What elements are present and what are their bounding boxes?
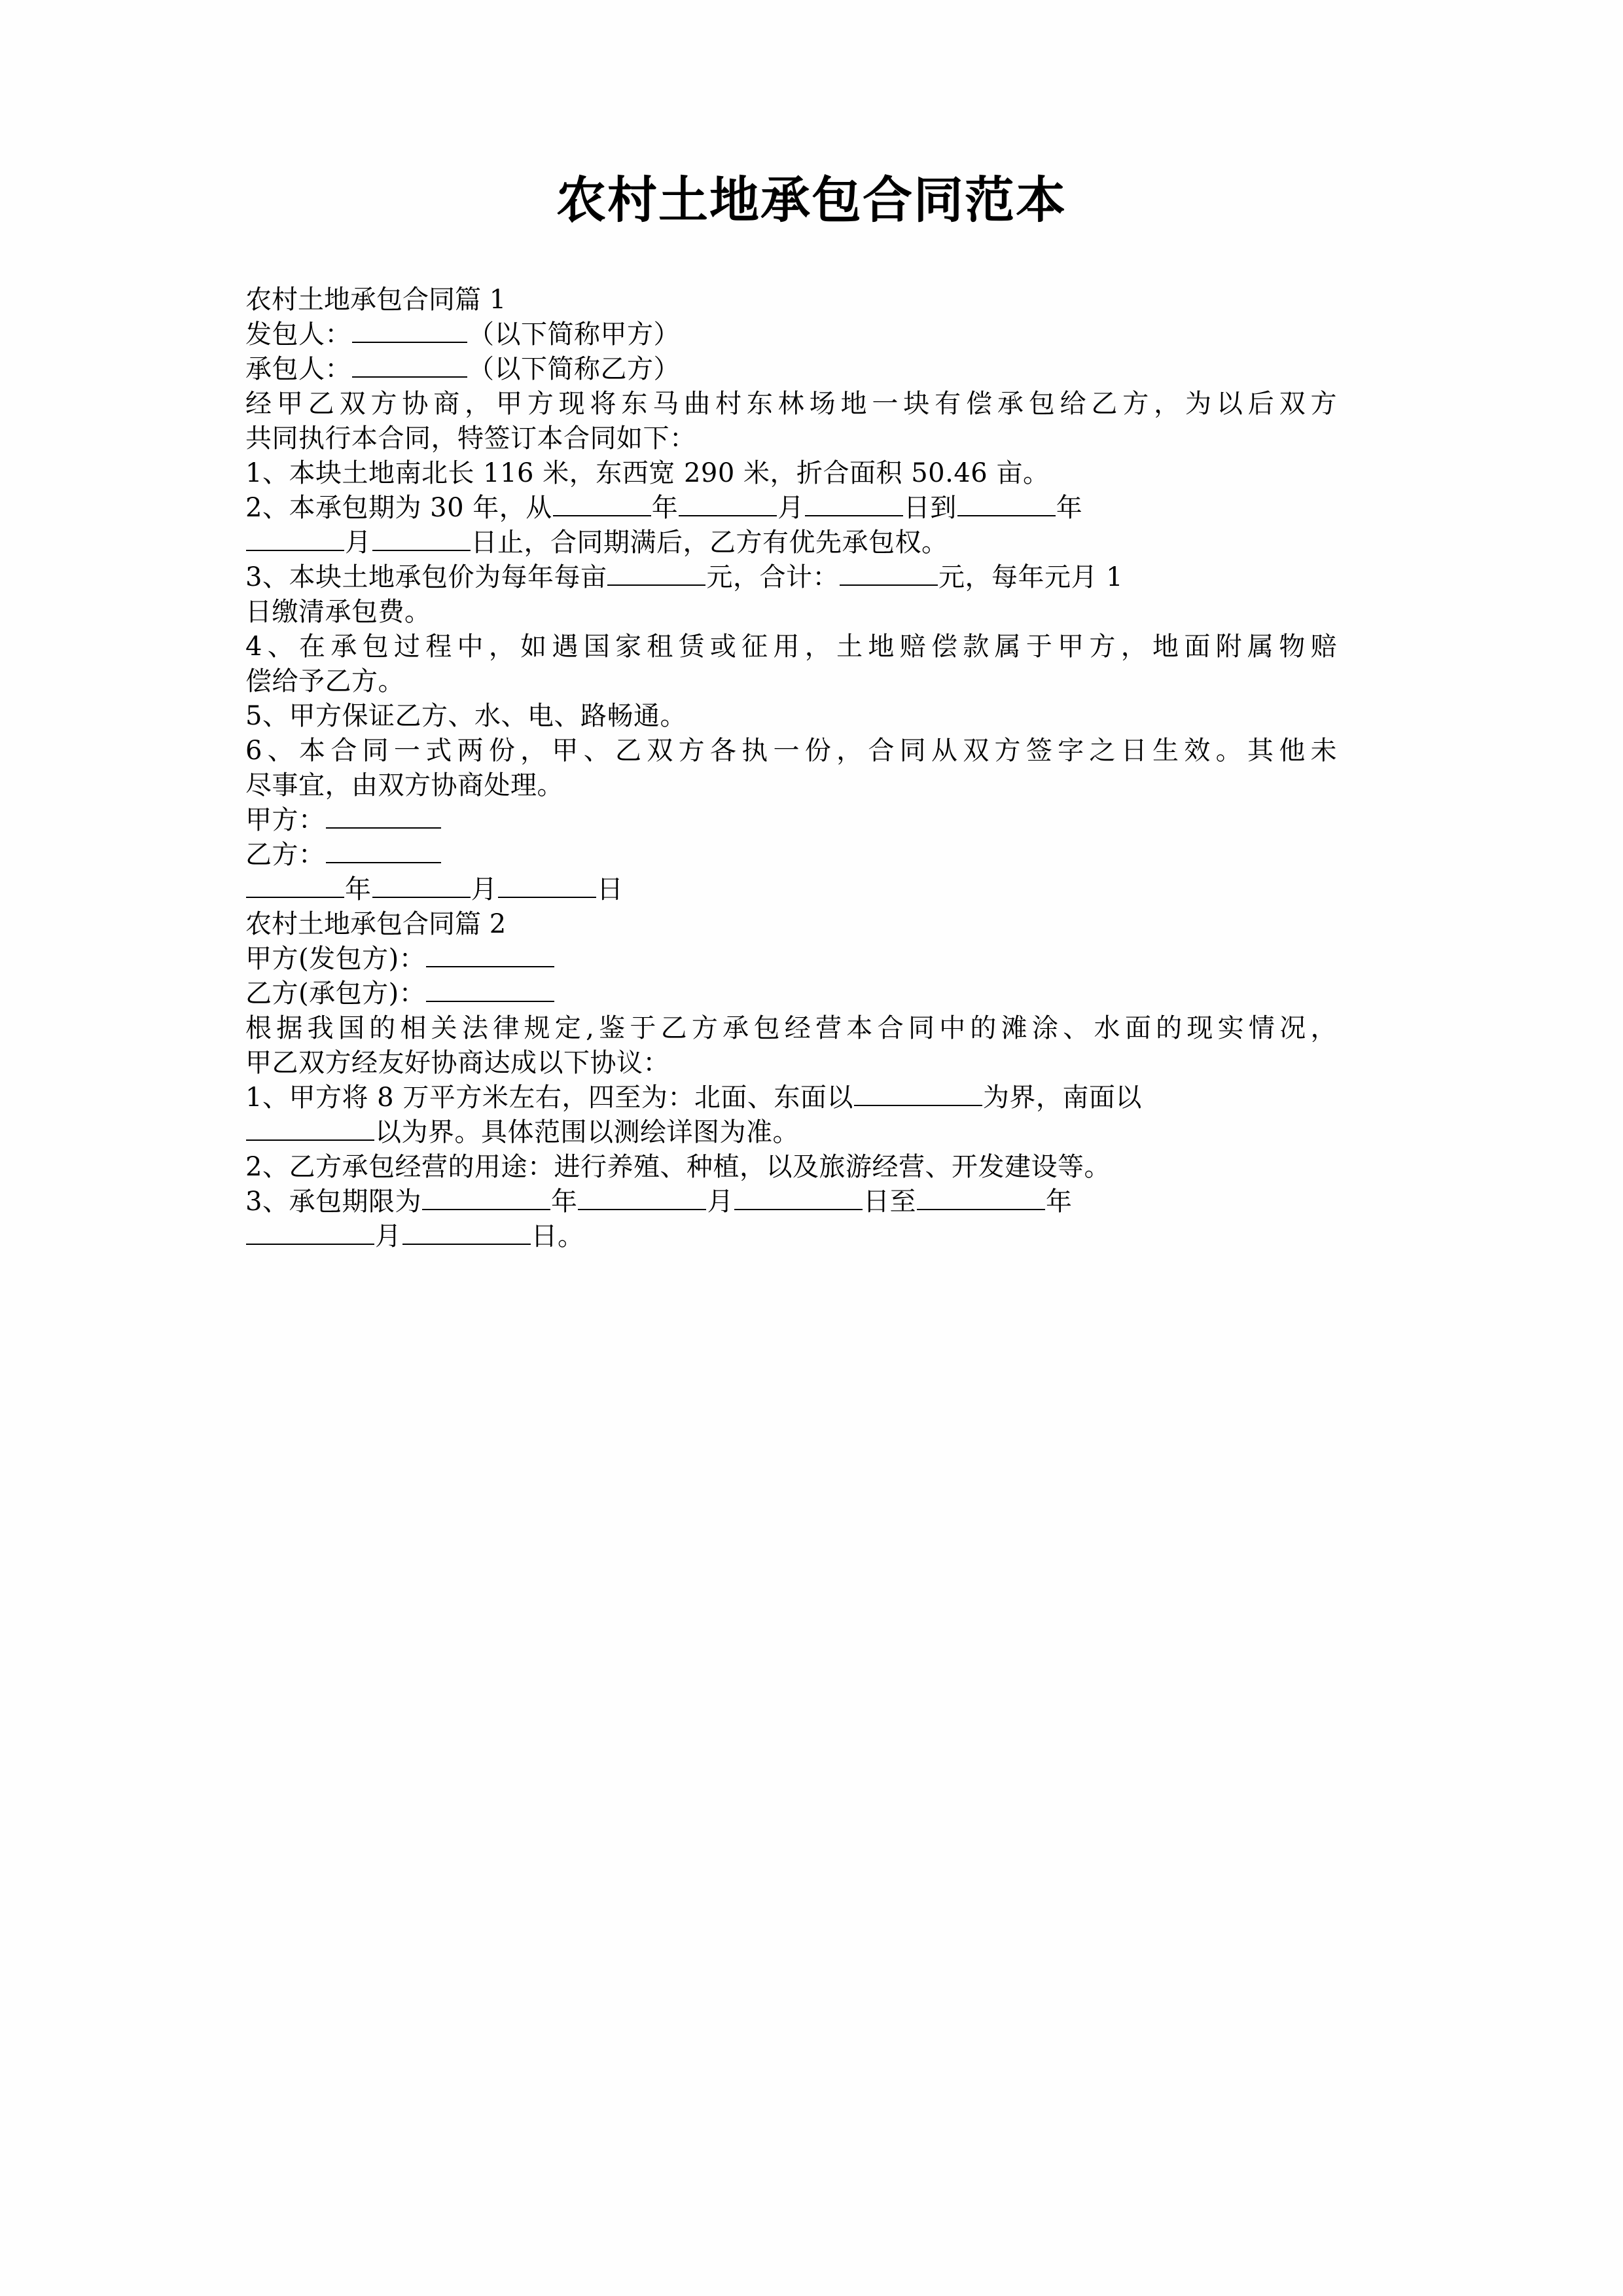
contract1-heading: 农村土地承包合同篇 1 xyxy=(245,285,507,315)
c2-item3-end-day-blank[interactable] xyxy=(402,1221,531,1245)
contract2-item-1-line1 xyxy=(245,1081,1337,1115)
item2-end-month-blank[interactable] xyxy=(246,528,344,551)
contract1-signature-b xyxy=(245,838,1337,872)
item2-text-d: 日到 xyxy=(903,493,957,523)
c2-item1-text-c: 以为界。具体范围以测绘详图为准。 xyxy=(375,1117,799,1147)
item3-text-c: 元，每年元月 1 xyxy=(938,562,1124,592)
contract2-item-1-line2 xyxy=(245,1115,1337,1150)
item2-text-e: 年 xyxy=(1056,493,1083,523)
contract1-party-b-line xyxy=(245,352,1337,387)
contract1-item-5: 5、甲方保证乙方、水、电、路畅通。 xyxy=(245,701,687,731)
contract2-party-a-label: 甲方(发包方)： xyxy=(245,944,426,974)
page-title: 农村土地承包合同范本 xyxy=(556,171,1067,229)
signature-a-label: 甲方： xyxy=(245,805,325,835)
contract2-party-a-blank[interactable] xyxy=(426,944,554,967)
party-b-label: 承包人： xyxy=(245,354,351,384)
c2-item3-end-year-blank[interactable] xyxy=(917,1187,1045,1210)
item2-text-f: 月 xyxy=(345,528,372,558)
contract2-party-b-label: 乙方(承包方)： xyxy=(245,978,426,1009)
contract2-item-2: 2、乙方承包经营的用途：进行养殖、种植，以及旅游经营、开发建设等。 xyxy=(245,1152,1111,1182)
contract1-item-3-line1 xyxy=(245,560,1337,595)
contract2-party-b-line xyxy=(245,977,1337,1011)
c2-item3-text-c: 月 xyxy=(707,1187,734,1217)
date-year-label: 年 xyxy=(345,874,372,905)
c2-item3-text-d: 日至 xyxy=(863,1187,916,1217)
c2-item3-start-day-blank[interactable] xyxy=(734,1187,863,1210)
date-month-blank[interactable] xyxy=(372,874,471,898)
contract1-item-6-line2: 尽事宜，由双方协商处理。 xyxy=(245,770,563,800)
c2-item1-south-boundary-blank[interactable] xyxy=(246,1117,374,1141)
contract2-heading: 农村土地承包合同篇 2 xyxy=(245,909,507,939)
c2-item1-text-a: 1、甲方将 8 万平方米左右，四至为：北面、东面以 xyxy=(245,1083,853,1113)
item2-start-year-blank[interactable] xyxy=(553,493,651,516)
c2-item3-end-month-blank[interactable] xyxy=(246,1221,374,1245)
party-b-blank[interactable] xyxy=(352,354,467,378)
c2-item3-text-b: 年 xyxy=(550,1187,578,1217)
item2-start-month-blank[interactable] xyxy=(679,493,777,516)
c2-item3-start-month-blank[interactable] xyxy=(578,1187,706,1210)
contract2-item-3-line2 xyxy=(245,1219,1337,1254)
c2-item3-start-year-blank[interactable] xyxy=(422,1187,550,1210)
contract1-party-a-line xyxy=(245,317,1337,352)
signature-b-label: 乙方： xyxy=(245,840,325,870)
item2-text-g: 日止，合同期满后，乙方有优先承包权。 xyxy=(471,528,948,558)
item2-text-c: 月 xyxy=(777,493,804,523)
party-a-label: 发包人： xyxy=(245,319,351,350)
party-b-suffix: （以下简称乙方） xyxy=(468,354,680,384)
contract1-preamble-line2: 共同执行本合同，特签订本合同如下： xyxy=(245,423,696,454)
contract1-signature-a xyxy=(245,803,1337,838)
date-month-label: 月 xyxy=(471,874,497,905)
date-day-blank[interactable] xyxy=(498,874,596,898)
date-year-blank[interactable] xyxy=(246,874,344,898)
item3-text-a: 3、本块土地承包价为每年每亩 xyxy=(245,562,607,592)
contract1-date-line xyxy=(245,872,1337,907)
contract1-item-2-line1 xyxy=(245,491,1337,526)
c2-item1-north-east-boundary-blank[interactable] xyxy=(854,1083,982,1106)
item3-total-blank[interactable] xyxy=(840,562,938,586)
contract1-item-6-line1: 6、本合同一式两份，甲、乙双方各执一份，合同从双方签字之日生效。其他未 xyxy=(245,736,1337,766)
c2-item3-text-a: 3、承包期限为 xyxy=(245,1187,421,1217)
contract1-preamble-line1: 经甲乙双方协商，甲方现将东马曲村东林场地一块有偿承包给乙方，为以后双方 xyxy=(245,389,1337,419)
contract2-preamble-line2: 甲乙双方经友好协商达成以下协议： xyxy=(245,1048,669,1078)
c2-item3-text-g: 日。 xyxy=(531,1221,584,1251)
c2-item3-text-e: 年 xyxy=(1045,1187,1073,1217)
c2-item1-text-b: 为界，南面以 xyxy=(982,1083,1142,1113)
date-day-label: 日 xyxy=(597,874,624,905)
item3-price-per-mu-blank[interactable] xyxy=(607,562,705,586)
signature-b-blank[interactable] xyxy=(326,840,441,863)
item2-text-a: 2、本承包期为 30 年，从 xyxy=(245,493,552,523)
party-a-blank[interactable] xyxy=(352,319,467,343)
contract2-preamble-line1: 根据我国的相关法律规定,鉴于乙方承包经营本合同中的滩涂、水面的现实情况， xyxy=(245,1013,1337,1043)
contract1-item-4-line2: 偿给予乙方。 xyxy=(245,666,404,696)
item2-text-b: 年 xyxy=(651,493,679,523)
contract2-item-3-line1 xyxy=(245,1185,1337,1219)
document-body xyxy=(245,283,1337,1254)
c2-item3-text-f: 月 xyxy=(375,1221,402,1251)
item2-start-day-blank[interactable] xyxy=(805,493,903,516)
contract2-party-b-blank[interactable] xyxy=(426,978,554,1002)
contract1-item-4-line1: 4、在承包过程中，如遇国家租赁或征用，土地赔偿款属于甲方，地面附属物赔 xyxy=(245,632,1337,662)
contract1-item-1: 1、本块土地南北长 116 米，东西宽 290 米，折合面积 50.46 亩。 xyxy=(245,458,1050,488)
contract1-item-3-line2: 日缴清承包费。 xyxy=(245,597,431,627)
signature-a-blank[interactable] xyxy=(326,805,441,829)
contract1-item-2-line2 xyxy=(245,526,1337,560)
item3-text-b: 元，合计： xyxy=(706,562,839,592)
contract2-party-a-line xyxy=(245,942,1337,977)
item2-end-day-blank[interactable] xyxy=(372,528,471,551)
party-a-suffix: （以下简称甲方） xyxy=(468,319,680,350)
item2-end-year-blank[interactable] xyxy=(957,493,1056,516)
